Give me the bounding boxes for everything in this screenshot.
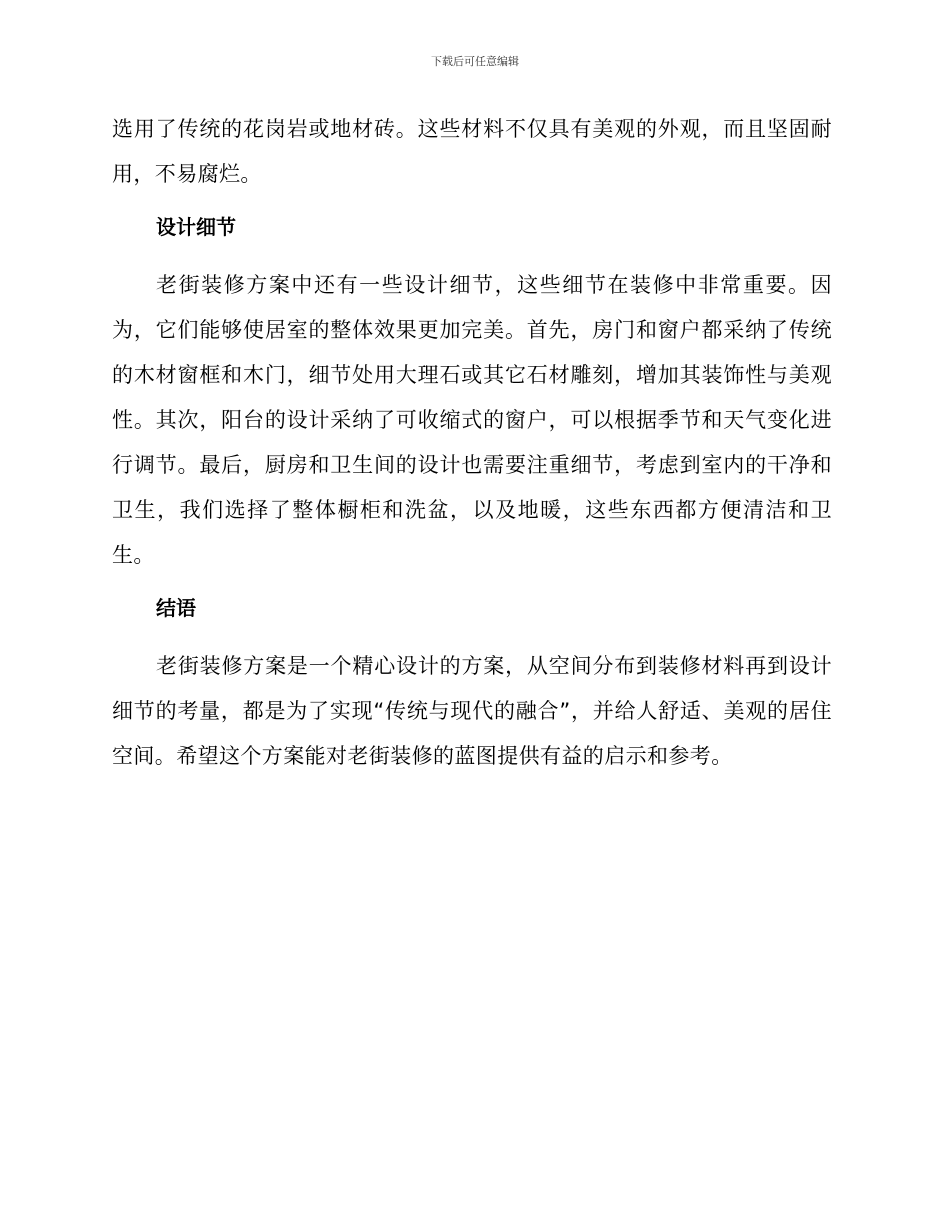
paragraph-design-details: 老街装修方案中还有一些设计细节，这些细节在装修中非常重要。因为，它们能够使居室的整体效果更加完美。首先，房门和窗户都采纳了传统的木材窗框和木门，细节处用大理石或其它石材雕刻，增加其装饰性与美观性。其次，阳台的设计采纳了可收缩式的窗户，可以根据季节和天气变化进行调节。最后，厨房和卫生间的设计也需要注重细节，考虑到室内的干净和卫生，我们选择了整体橱柜和洗盆，以及地暖，这些东西都方便清洁和卫生。 bbox=[112, 273, 832, 567]
paragraph-materials-continued: 选用了传统的花岗岩或地材砖。这些材料不仅具有美观的外观，而且坚固耐用，不易腐烂。 bbox=[112, 117, 832, 186]
header-note: 下载后可任意编辑 bbox=[431, 55, 519, 68]
section-heading-conclusion: 结语 bbox=[156, 596, 196, 620]
paragraph-conclusion: 老街装修方案是一个精心设计的方案，从空间分布到装修材料再到设计细节的考量，都是为了实现“传统与现代的融合”，并给人舒适、美观的居住空间。希望这个方案能对老街装修的蓝图提供有益的启示和参考。 bbox=[112, 654, 832, 768]
document-body bbox=[112, 107, 832, 779]
section-heading-design-details: 设计细节 bbox=[156, 215, 236, 239]
